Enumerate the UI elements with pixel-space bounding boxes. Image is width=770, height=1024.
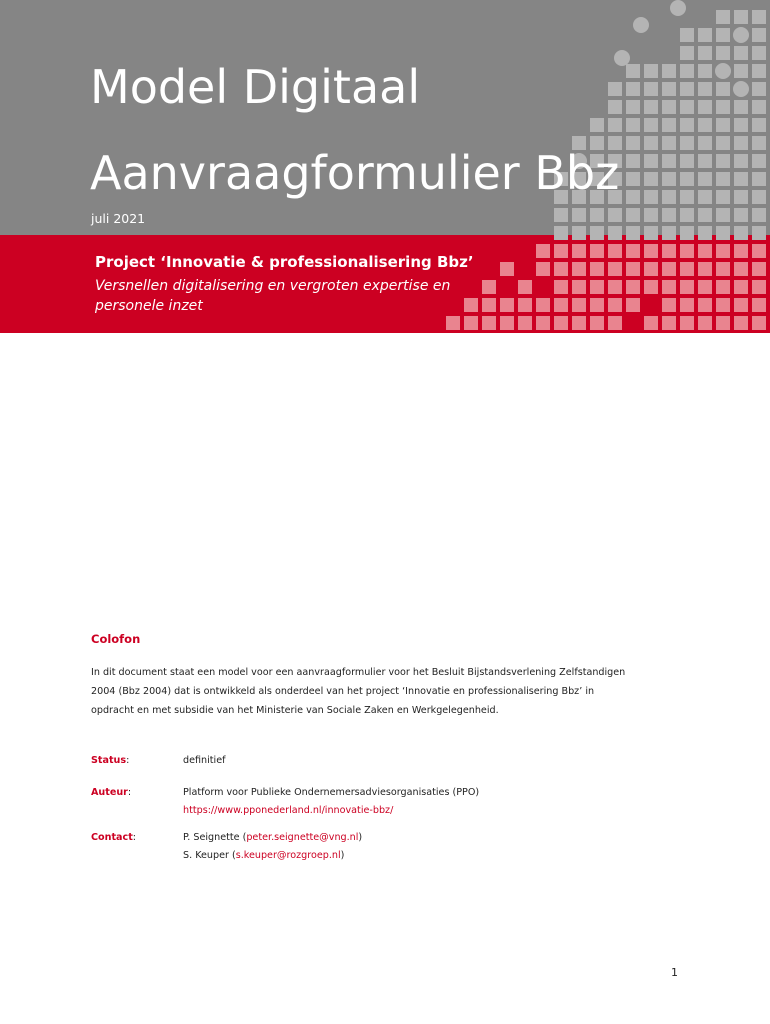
decorative-square — [680, 226, 694, 240]
decorative-square — [662, 298, 676, 312]
decorative-square — [626, 82, 640, 96]
decorative-square — [608, 298, 622, 312]
decorative-square — [716, 280, 730, 294]
decorative-square — [590, 280, 604, 294]
decorative-square — [626, 136, 640, 150]
intro-line-2: 2004 (Bbz 2004) dat is ontwikkeld als onderdeel van het project ‘Innovatie en professionalisering Bbz’ in — [91, 686, 595, 697]
contact-label-colon: : — [132, 832, 137, 843]
decorative-square — [644, 244, 658, 258]
decorative-square — [698, 316, 712, 330]
decorative-square — [680, 154, 694, 168]
status-label — [91, 755, 129, 766]
decorative-square — [734, 10, 748, 24]
decorative-square — [536, 244, 550, 258]
decorative-square — [734, 100, 748, 114]
decorative-square — [752, 28, 766, 42]
decorative-square — [752, 46, 766, 60]
decorative-square — [680, 172, 694, 186]
decorative-square — [698, 226, 712, 240]
decorative-square — [698, 298, 712, 312]
decorative-square — [680, 28, 694, 42]
decorative-square — [590, 298, 604, 312]
decorative-square — [680, 208, 694, 222]
decorative-square — [752, 244, 766, 258]
decorative-square — [500, 298, 514, 312]
decorative-square — [680, 136, 694, 150]
decorative-square — [752, 154, 766, 168]
decorative-square — [626, 154, 640, 168]
decorative-square — [752, 82, 766, 96]
decorative-square — [446, 316, 460, 330]
decorative-square — [698, 64, 712, 78]
decorative-square — [734, 118, 748, 132]
decorative-square — [626, 118, 640, 132]
contact-close-1: ) — [358, 832, 363, 843]
decorative-square — [590, 262, 604, 276]
decorative-square — [716, 46, 730, 60]
decorative-square — [716, 190, 730, 204]
decorative-square — [608, 280, 622, 294]
decorative-square — [644, 280, 658, 294]
decorative-square — [626, 172, 640, 186]
decorative-square — [590, 244, 604, 258]
decorative-square — [716, 28, 730, 42]
intro-line-1: In dit document staat een model voor een aanvraagformulier voor het Besluit Bijstandsverlening Zelfstandigen — [91, 667, 626, 678]
decorative-square — [752, 226, 766, 240]
contact-email-link-2[interactable]: s.keuper@rozgroep.nl — [235, 850, 341, 861]
decorative-square — [626, 262, 640, 276]
decorative-square — [626, 226, 640, 240]
decorative-square — [716, 316, 730, 330]
decorative-square — [752, 10, 766, 24]
decorative-square — [554, 316, 568, 330]
contact-label — [91, 832, 136, 843]
decorative-square — [680, 82, 694, 96]
decorative-square — [752, 262, 766, 276]
decorative-square — [662, 154, 676, 168]
status-value: definitief — [183, 755, 226, 766]
decorative-dot — [715, 63, 731, 79]
decorative-square — [572, 226, 586, 240]
decorative-square — [680, 100, 694, 114]
auteur-url-link[interactable]: https://www.pponederland.nl/innovatie-bbz/ — [183, 805, 394, 816]
decorative-square — [572, 244, 586, 258]
decorative-square — [554, 226, 568, 240]
decorative-square — [716, 208, 730, 222]
decorative-dot — [733, 81, 749, 97]
decorative-square — [644, 316, 658, 330]
decorative-square — [734, 244, 748, 258]
decorative-square — [536, 262, 550, 276]
auteur-label — [91, 787, 131, 798]
decorative-square — [680, 190, 694, 204]
decorative-square — [680, 262, 694, 276]
decorative-square — [698, 136, 712, 150]
decorative-square — [716, 244, 730, 258]
decorative-square — [734, 226, 748, 240]
contact-person-2 — [183, 847, 362, 865]
decorative-square — [644, 154, 658, 168]
decorative-square — [464, 316, 478, 330]
auteur-organisation: Platform voor Publieke Ondernemersadviesorganisaties (PPO) — [183, 787, 480, 798]
decorative-square — [662, 172, 676, 186]
decorative-square — [482, 316, 496, 330]
decorative-square — [554, 262, 568, 276]
decorative-square — [626, 100, 640, 114]
contact-name-1: P. Seignette ( — [183, 832, 247, 843]
subtitle-line-1: Versnellen digitalisering en vergroten expertise en — [95, 278, 451, 294]
decorative-square — [680, 118, 694, 132]
decorative-square — [698, 154, 712, 168]
status-label-colon: : — [126, 755, 130, 766]
page-number: 1 — [671, 966, 678, 979]
decorative-dot — [733, 27, 749, 43]
decorative-square — [752, 64, 766, 78]
project-title: Project ‘Innovatie & professionalisering Bbz’ — [95, 253, 474, 271]
intro-line-3: opdracht en met subsidie van het Ministerie van Sociale Zaken en Werkgelegenheid. — [91, 705, 499, 716]
title-line-1: Model Digitaal — [90, 60, 421, 114]
decorative-square — [644, 262, 658, 276]
decorative-square — [500, 262, 514, 276]
decorative-square — [644, 118, 658, 132]
contact-close-2: ) — [340, 850, 345, 861]
decorative-square — [572, 316, 586, 330]
decorative-square — [752, 208, 766, 222]
decorative-square — [680, 64, 694, 78]
decorative-square — [734, 172, 748, 186]
decorative-square — [662, 190, 676, 204]
decorative-square — [500, 316, 514, 330]
contact-person-1 — [183, 829, 362, 847]
decorative-square — [734, 262, 748, 276]
contact-email-link-1[interactable]: peter.seignette@vng.nl — [246, 832, 359, 843]
decorative-square — [626, 244, 640, 258]
decorative-square — [554, 298, 568, 312]
decorative-square — [752, 136, 766, 150]
decorative-square — [752, 118, 766, 132]
decorative-square — [662, 100, 676, 114]
contact-label-text: Contact — [91, 832, 133, 843]
decorative-square — [716, 136, 730, 150]
status-label-text: Status — [91, 755, 127, 766]
decorative-square — [680, 316, 694, 330]
contact-value — [183, 829, 362, 865]
decorative-square — [572, 298, 586, 312]
decorative-square — [716, 118, 730, 132]
decorative-square — [536, 298, 550, 312]
decorative-dot — [670, 0, 686, 16]
auteur-label-colon: : — [127, 787, 132, 798]
decorative-square — [626, 64, 640, 78]
auteur-label-text: Auteur — [91, 787, 128, 798]
decorative-square — [572, 280, 586, 294]
decorative-square — [734, 190, 748, 204]
decorative-square — [734, 46, 748, 60]
decorative-square — [716, 226, 730, 240]
decorative-square — [698, 172, 712, 186]
colofon-heading: Colofon — [91, 632, 141, 646]
colofon-intro — [91, 663, 691, 720]
decorative-square — [626, 280, 640, 294]
decorative-square — [698, 190, 712, 204]
decorative-square — [662, 118, 676, 132]
decorative-square — [644, 208, 658, 222]
decorative-square — [662, 64, 676, 78]
auteur-value — [183, 784, 479, 820]
project-subtitle — [95, 276, 495, 316]
document-date: juli 2021 — [91, 211, 146, 226]
decorative-square — [716, 100, 730, 114]
decorative-square — [698, 280, 712, 294]
decorative-square — [608, 244, 622, 258]
decorative-square — [752, 100, 766, 114]
decorative-square — [716, 154, 730, 168]
decorative-square — [752, 172, 766, 186]
decorative-square — [752, 316, 766, 330]
decorative-square — [698, 118, 712, 132]
decorative-square — [698, 28, 712, 42]
decorative-square — [716, 262, 730, 276]
decorative-square — [590, 226, 604, 240]
decorative-square — [716, 10, 730, 24]
decorative-square — [644, 82, 658, 96]
decorative-square — [518, 280, 532, 294]
decorative-square — [680, 46, 694, 60]
document-title — [90, 44, 619, 216]
decorative-square — [644, 64, 658, 78]
decorative-square — [644, 190, 658, 204]
title-line-2: Aanvraagformulier Bbz — [90, 146, 620, 200]
decorative-square — [698, 100, 712, 114]
decorative-square — [680, 244, 694, 258]
decorative-square — [644, 100, 658, 114]
decorative-square — [626, 208, 640, 222]
decorative-square — [662, 262, 676, 276]
decorative-square — [734, 154, 748, 168]
decorative-dot — [633, 17, 649, 33]
decorative-square — [662, 280, 676, 294]
decorative-square — [734, 64, 748, 78]
decorative-square — [608, 316, 622, 330]
decorative-square — [698, 208, 712, 222]
decorative-square — [752, 280, 766, 294]
decorative-square — [734, 316, 748, 330]
decorative-square — [752, 298, 766, 312]
decorative-square — [644, 172, 658, 186]
decorative-square — [734, 280, 748, 294]
decorative-square — [518, 298, 532, 312]
decorative-square — [662, 244, 676, 258]
decorative-square — [716, 82, 730, 96]
decorative-square — [554, 280, 568, 294]
decorative-square — [662, 136, 676, 150]
decorative-square — [698, 244, 712, 258]
decorative-square — [608, 262, 622, 276]
decorative-square — [644, 226, 658, 240]
decorative-square — [662, 316, 676, 330]
decorative-square — [680, 298, 694, 312]
decorative-square — [752, 190, 766, 204]
decorative-square — [680, 280, 694, 294]
decorative-square — [518, 316, 532, 330]
decorative-square — [734, 298, 748, 312]
decorative-square — [626, 298, 640, 312]
contact-name-2: S. Keuper ( — [183, 850, 236, 861]
decorative-square — [608, 226, 622, 240]
decorative-square — [536, 316, 550, 330]
decorative-square — [662, 226, 676, 240]
decorative-square — [698, 262, 712, 276]
decorative-square — [662, 82, 676, 96]
decorative-square — [554, 244, 568, 258]
decorative-square — [698, 82, 712, 96]
decorative-square — [626, 190, 640, 204]
decorative-square — [572, 262, 586, 276]
decorative-square — [590, 316, 604, 330]
subtitle-line-2: personele inzet — [95, 298, 203, 314]
decorative-square — [662, 208, 676, 222]
decorative-square — [644, 136, 658, 150]
decorative-square — [734, 136, 748, 150]
decorative-square — [698, 46, 712, 60]
decorative-square — [734, 208, 748, 222]
decorative-square — [716, 298, 730, 312]
decorative-square — [716, 172, 730, 186]
